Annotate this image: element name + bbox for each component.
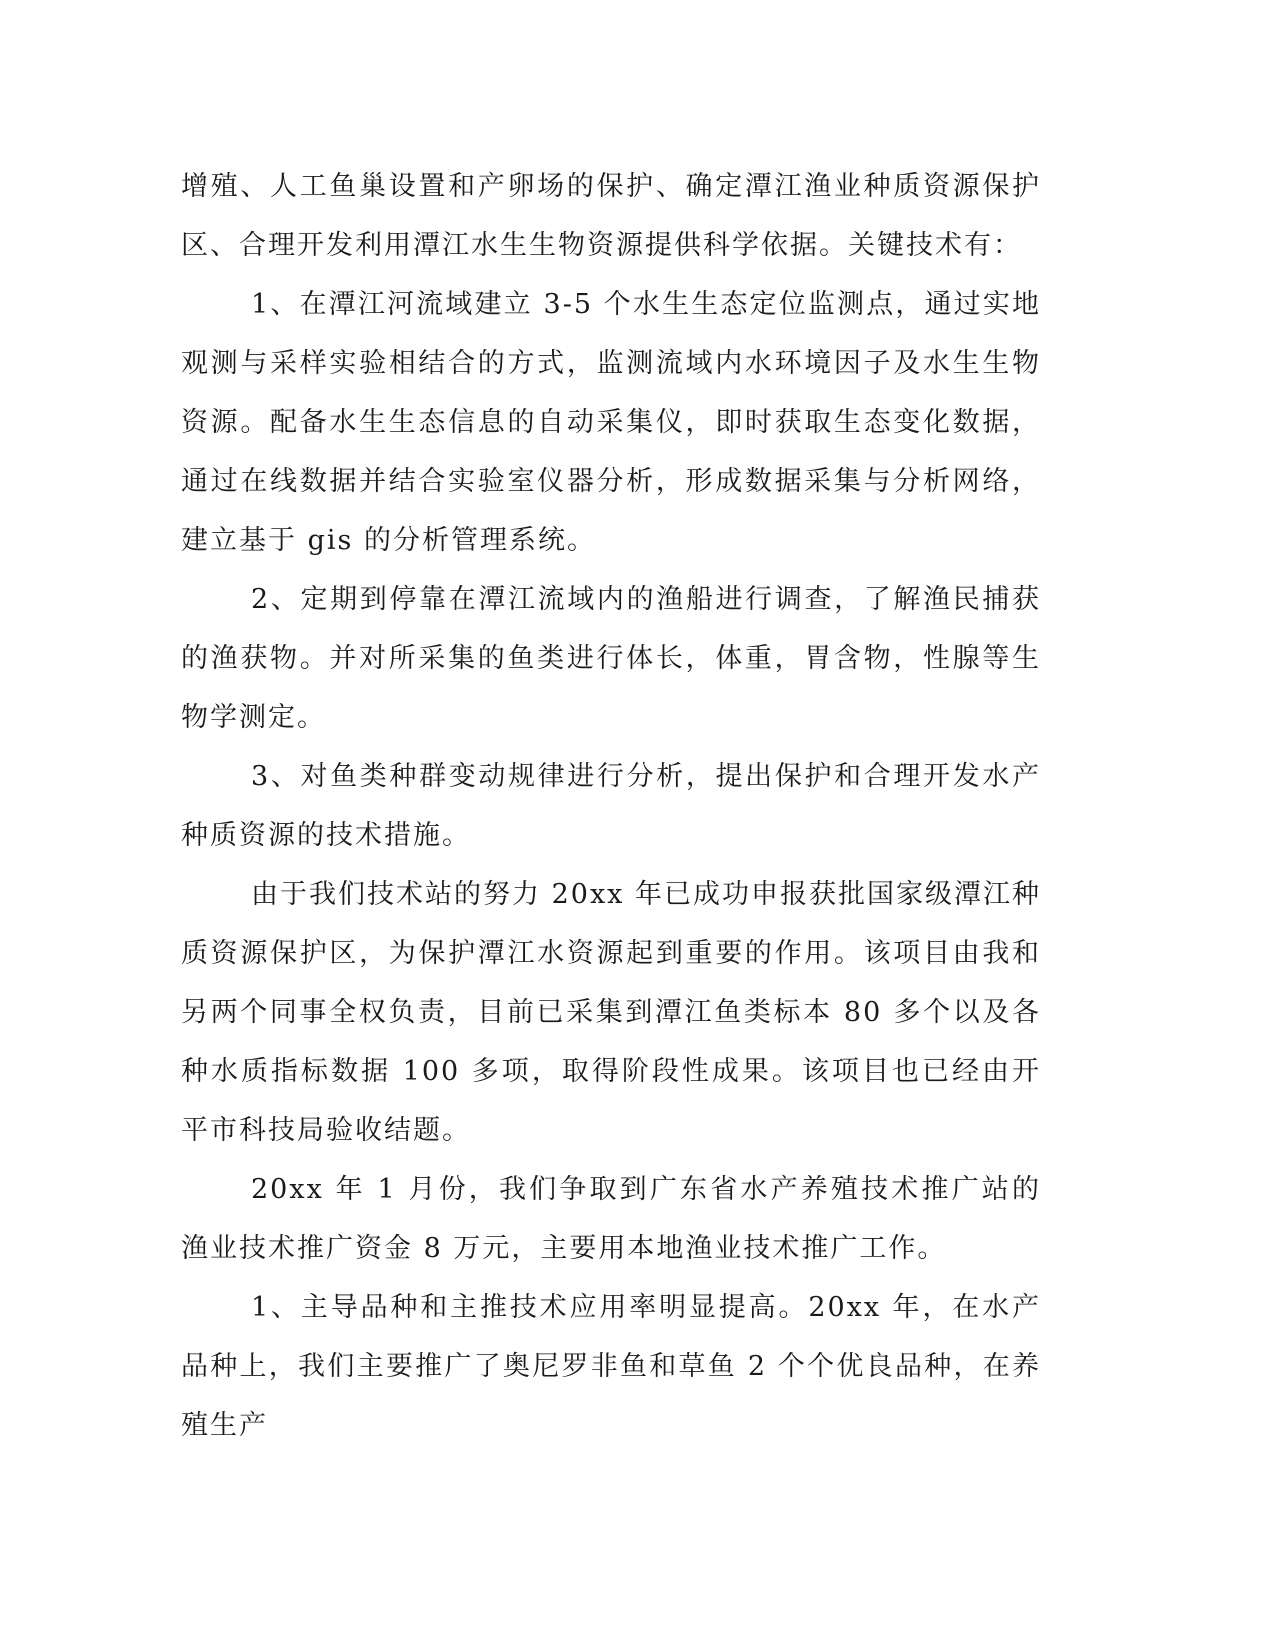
document-body: [181, 157, 1041, 1455]
paragraph-item-2-survey: 2、定期到停靠在潭江流域内的渔船进行调查，了解渔民捕获的渔获物。并对所采集的鱼类进行体长，体重，胃含物，性腺等生物学测定。: [181, 584, 1041, 733]
paragraph-item-1-monitoring: 1、在潭江河流域建立 3-5 个水生生态定位监测点，通过实地观测与采样实验相结合的方式，监测流域内水环境因子及水生生物资源。配备水生生态信息的自动采集仪，即时获取生态变化数据，通过在线数据并结合实验室仪器分析，形成数据采集与分析网络，建立基于 gis 的分析管理系统。: [181, 289, 1041, 556]
paragraph-continuation: 增殖、人工鱼巢设置和产卵场的保护、确定潭江渔业种质资源保护区、合理开发利用潭江水生生物资源提供科学依据。关键技术有：: [181, 171, 1041, 261]
paragraph-funding: 20xx 年 1 月份，我们争取到广东省水产养殖技术推广站的渔业技术推广资金 8 万元，主要用本地渔业技术推广工作。: [181, 1174, 1041, 1264]
paragraph-protection-zone: 由于我们技术站的努力 20xx 年已成功申报获批国家级潭江种质资源保护区，为保护潭江水资源起到重要的作用。该项目由我和另两个同事全权负责，目前已采集到潭江鱼类标本 80 多个以及各种水质指标数据 100 多项，取得阶段性成果。该项目也已经由开平市科技局验收结题。: [181, 879, 1041, 1146]
paragraph-item-3-analysis: 3、对鱼类种群变动规律进行分析，提出保护和合理开发水产种质资源的技术措施。: [181, 761, 1041, 851]
paragraph-varieties: 1、主导品种和主推技术应用率明显提高。20xx 年，在水产品种上，我们主要推广了奥尼罗非鱼和草鱼 2 个个优良品种，在养殖生产: [181, 1292, 1041, 1441]
